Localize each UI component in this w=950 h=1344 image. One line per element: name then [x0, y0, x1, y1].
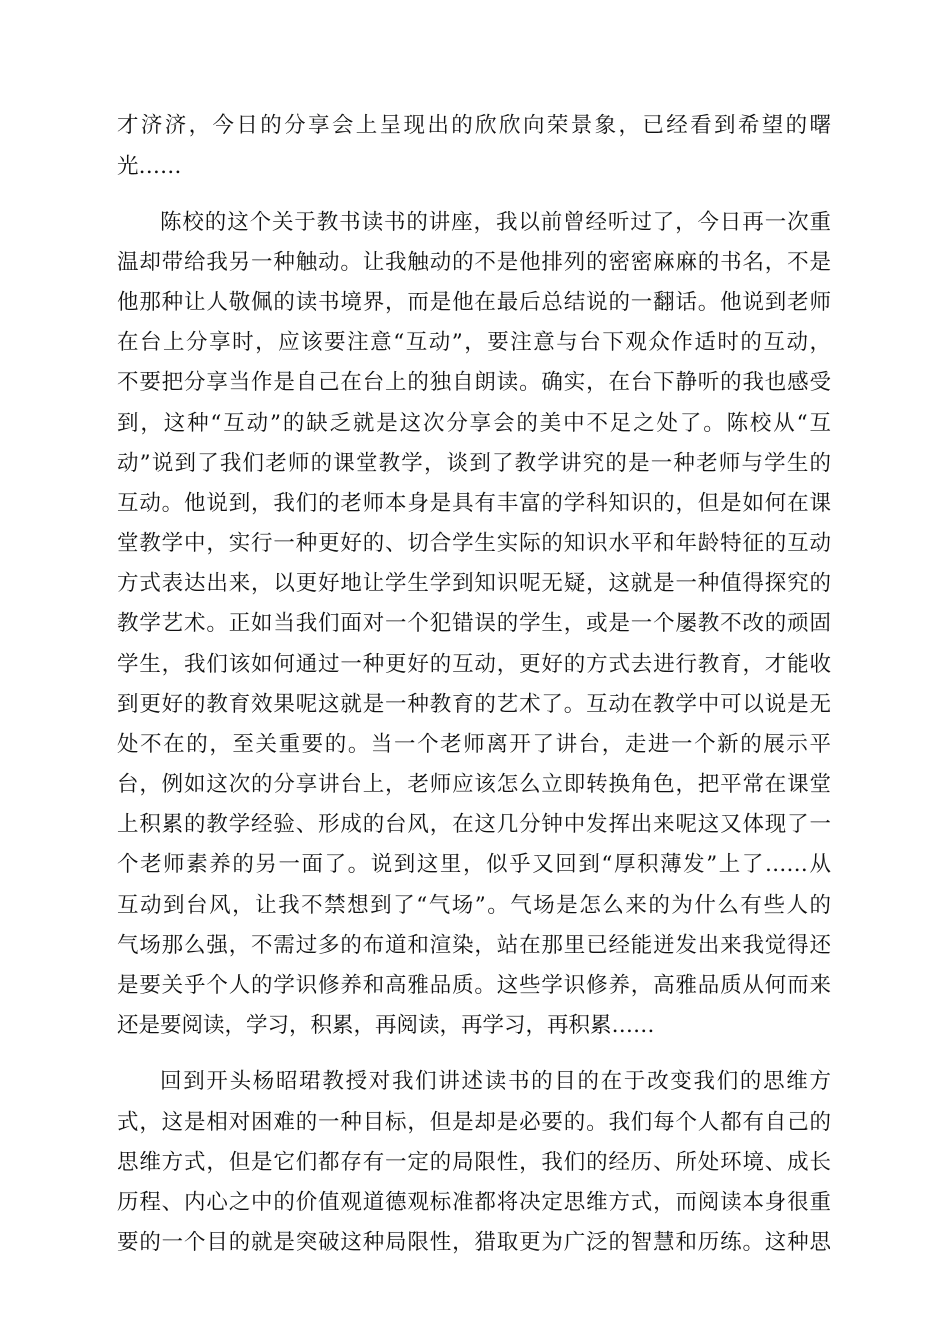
text-line: 还是要阅读，学习，积累，再阅读，再学习，再积累……: [117, 1013, 655, 1038]
text-line: 到更好的教育效果呢这就是一种教育的艺术了。互动在教学中可以说是无: [117, 692, 831, 717]
text-line: 在台上分享时，应该要注意“互动”，要注意与台下观众作适时的互动，: [117, 330, 831, 355]
text-line: 上积累的教学经验、形成的台风，在这几分钟中发挥出来呢这又体现了一: [117, 812, 831, 837]
text-line: 回到开头杨昭珺教授对我们讲述读书的目的在于改变我们的思维方: [160, 1069, 831, 1094]
text-line: 台，例如这次的分享讲台上，老师应该怎么立即转换角色，把平常在课堂: [117, 772, 831, 797]
text-line: 学生，我们该如何通过一种更好的互动，更好的方式去进行教育，才能收: [117, 652, 831, 677]
text-line: 气场那么强，不需过多的布道和渲染，站在那里已经能迸发出来我觉得还: [117, 933, 831, 958]
text-line: 陈校的这个关于教书读书的讲座，我以前曾经听过了，今日再一次重: [160, 210, 831, 235]
text-line: 动”说到了我们老师的课堂教学，谈到了教学讲究的是一种老师与学生的: [117, 451, 831, 476]
text-line: 互动。他说到，我们的老师本身是具有丰富的学科知识的，但是如何在课: [117, 491, 831, 516]
text-line: 光……: [117, 154, 182, 179]
text-line: 要的一个目的就是突破这种局限性，猎取更为广泛的智慧和历练。这种思: [117, 1230, 831, 1255]
text-line: 教学艺术。正如当我们面对一个犯错误的学生，或是一个屡教不改的顽固: [117, 611, 831, 636]
text-line: 他那种让人敬佩的读书境界，而是他在最后总结说的一翻话。他说到老师: [117, 290, 831, 315]
text-line: 堂教学中，实行一种更好的、切合学生实际的知识水平和年龄特征的互动: [117, 531, 831, 556]
text-line: 才济济，今日的分享会上呈现出的欣欣向荣景象，已经看到希望的曙: [117, 113, 831, 138]
text-line: 思维方式，但是它们都存有一定的局限性，我们的经历、所处环境、成长: [117, 1150, 831, 1175]
text-line: 不要把分享当作是自己在台上的独自朗读。确实，在台下静听的我也感受: [117, 370, 831, 395]
text-line: 温却带给我另一种触动。让我触动的不是他排列的密密麻麻的书名，不是: [117, 250, 831, 275]
text-line: 到，这种“互动”的缺乏就是这次分享会的美中不足之处了。陈校从“互: [117, 411, 831, 436]
text-line: 式，这是相对困难的一种目标，但是却是必要的。我们每个人都有自己的: [117, 1110, 831, 1135]
text-line: 历程、内心之中的价值观道德观标准都将决定思维方式，而阅读本身很重: [117, 1190, 831, 1215]
text-line: 处不在的，至关重要的。当一个老师离开了讲台，走进一个新的展示平: [117, 732, 831, 757]
text-line: 是要关乎个人的学识修养和高雅品质。这些学识修养，高雅品质从何而来: [117, 973, 831, 998]
text-line: 方式表达出来，以更好地让学生学到知识呢无疑，这就是一种值得探究的: [117, 571, 831, 596]
text-line: 个老师素养的另一面了。说到这里，似乎又回到“厚积薄发”上了……从: [117, 852, 831, 877]
text-line: 互动到台风，让我不禁想到了“气场”。气场是怎么来的为什么有些人的: [117, 893, 831, 918]
